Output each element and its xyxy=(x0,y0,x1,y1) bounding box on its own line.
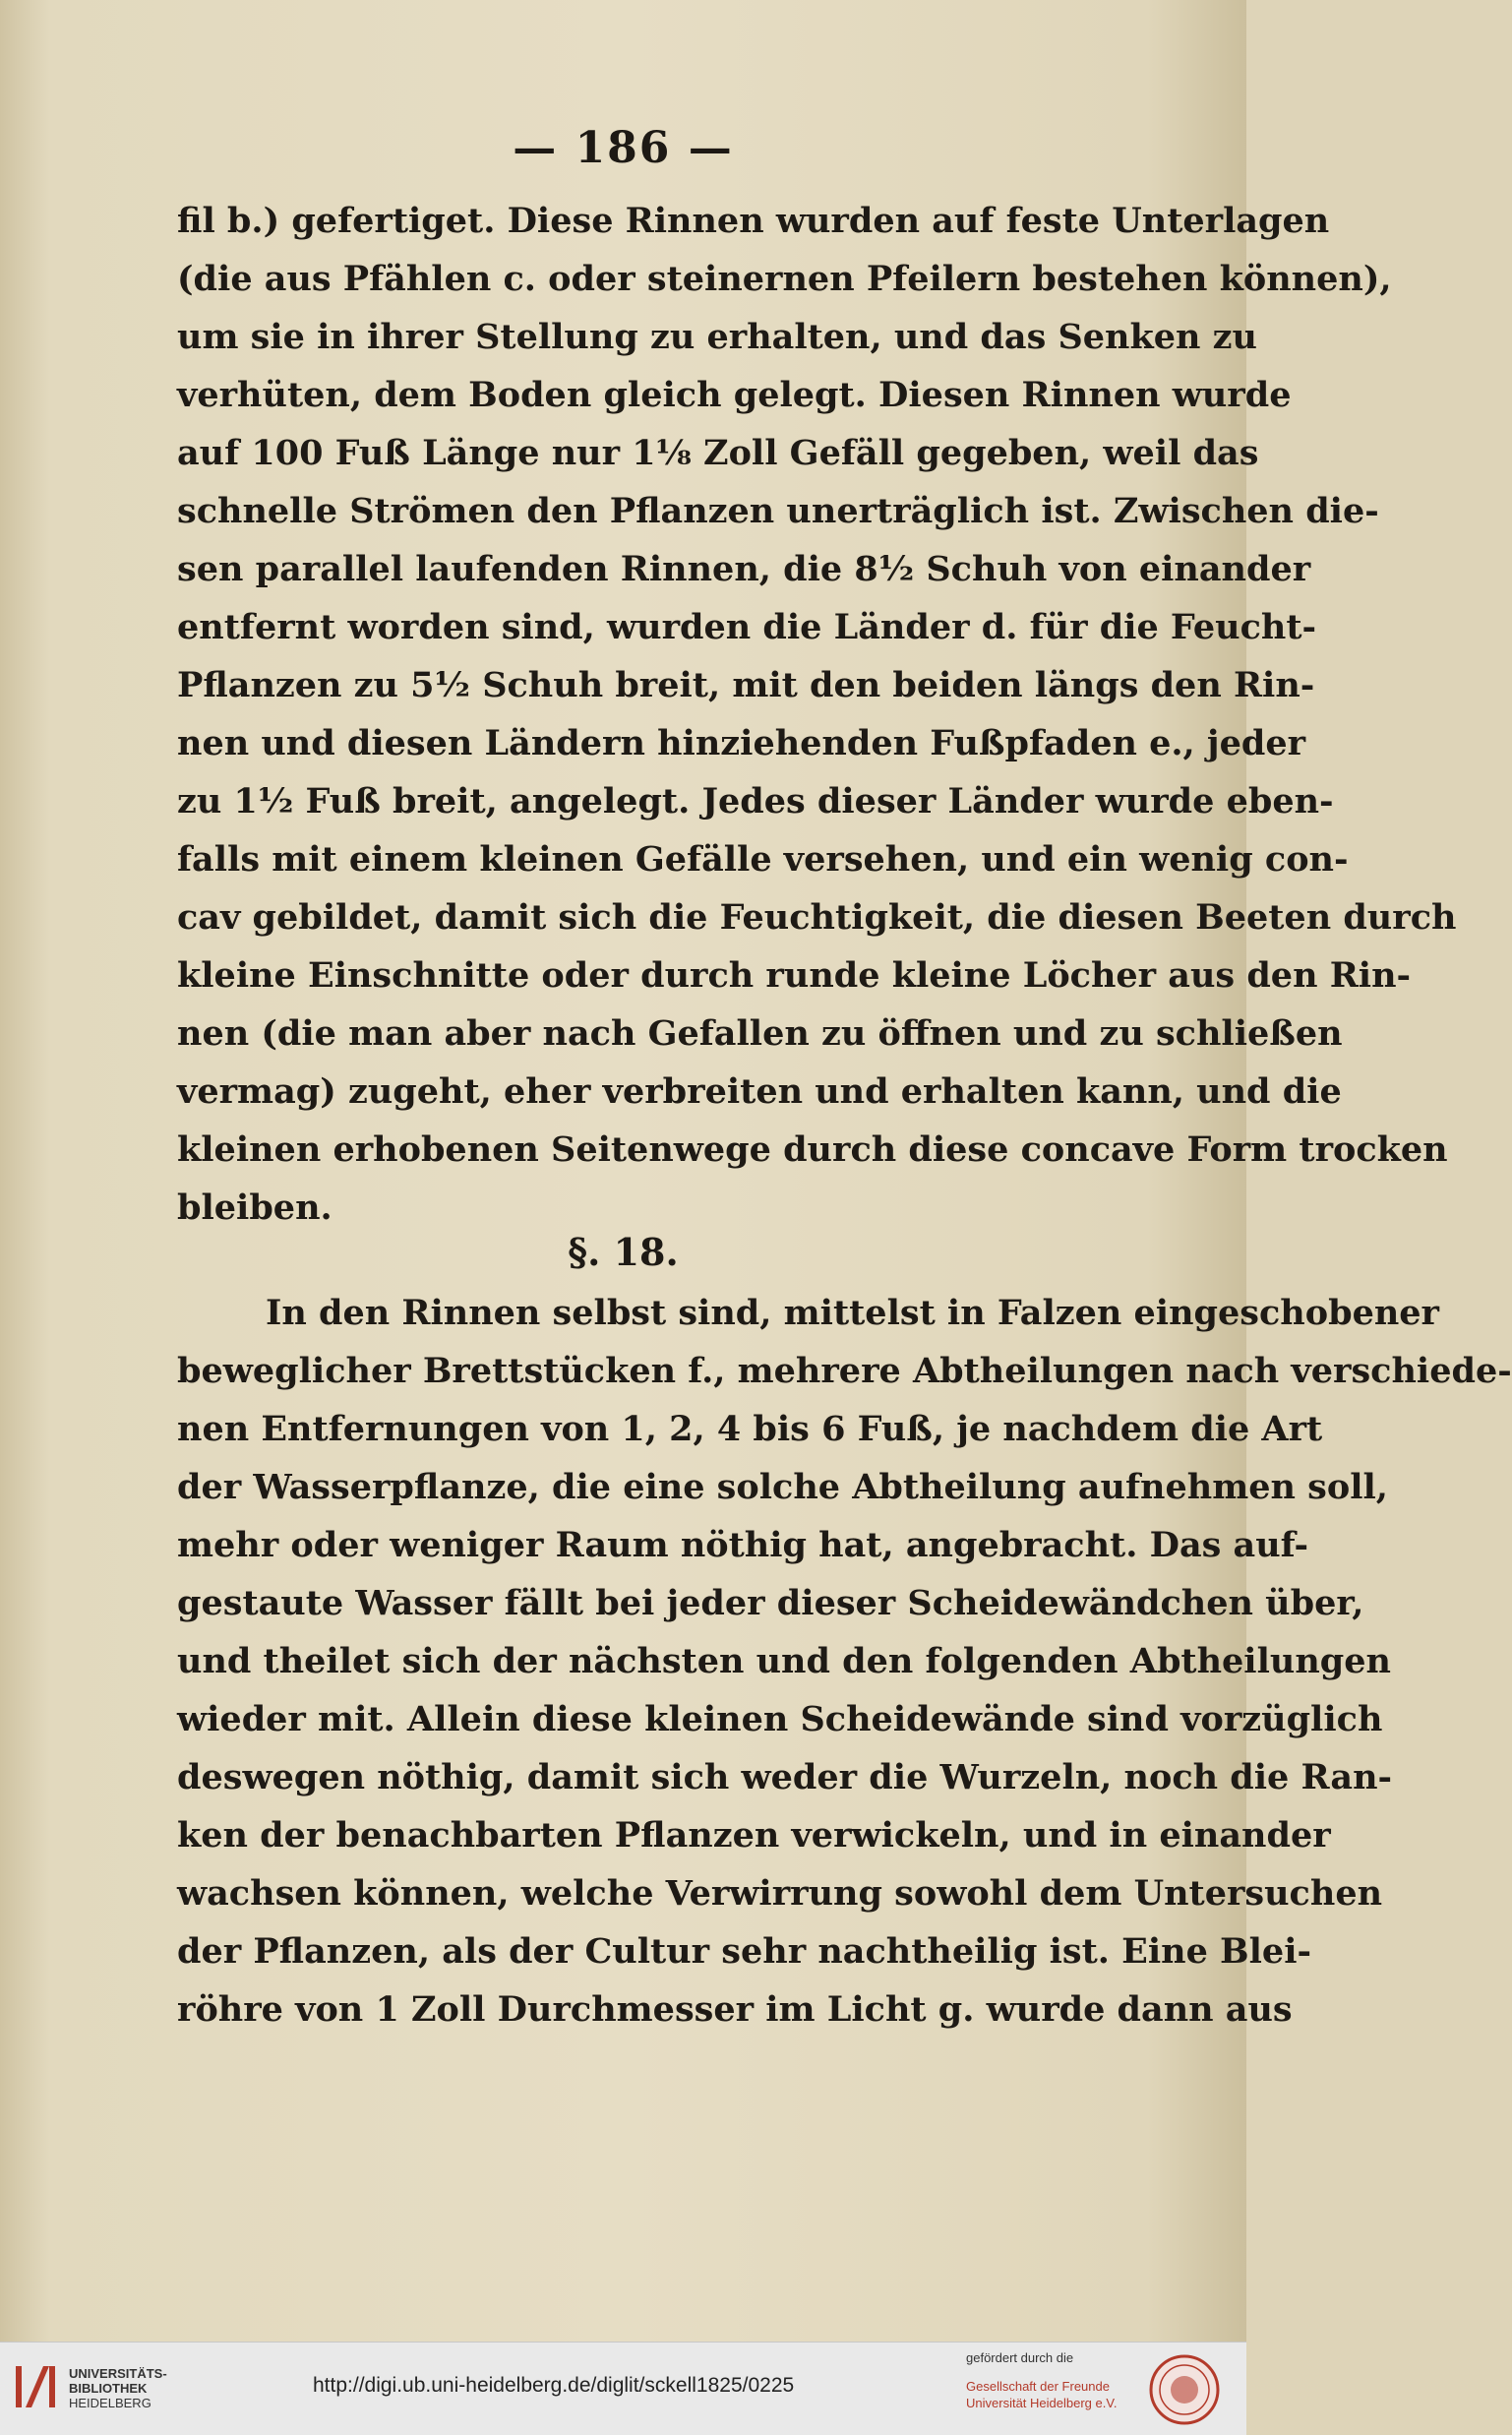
text-line: nen (die man aber nach Gefallen zu öffnen und zu schließen xyxy=(177,1013,1343,1054)
text-line: röhre von 1 Zoll Durchmesser im Licht g. wurde dann aus xyxy=(177,1989,1293,2030)
library-name-line2: BIBLIOTHEK xyxy=(69,2381,148,2396)
text-line: verhüten, dem Boden gleich gelegt. Diesen Rinnen wurde xyxy=(177,375,1292,415)
text-line: kleine Einschnitte oder durch runde kleine Löcher aus den Rin- xyxy=(177,955,1412,996)
sponsor-name xyxy=(966,2378,1117,2411)
section-heading: §. 18. xyxy=(568,1230,679,1274)
library-name-line3: HEIDELBERG xyxy=(69,2396,151,2410)
text-line: falls mit einem kleinen Gefälle versehen, und ein wenig con- xyxy=(177,839,1349,880)
society-seal-icon xyxy=(1149,2354,1220,2425)
page-number: — 186 — xyxy=(513,123,734,173)
text-line: cav gebildet, damit sich die Feuchtigkeit, die diesen Beeten durch xyxy=(177,897,1457,938)
library-name-line1: UNIVERSITÄTS- xyxy=(69,2366,167,2381)
text-line: schnelle Strömen den Pflanzen unerträglich ist. Zwischen die- xyxy=(177,491,1379,531)
text-line: zu 1½ Fuß breit, angelegt. Jedes dieser Länder wurde eben- xyxy=(177,781,1334,822)
text-line: beweglicher Brettstücken f., mehrere Abtheilungen nach verschiede- xyxy=(177,1351,1512,1391)
sponsor-name-line2: Universität Heidelberg e.V. xyxy=(966,2396,1118,2410)
text-line: gestaute Wasser fällt bei jeder dieser Scheidewändchen über, xyxy=(177,1583,1364,1623)
paragraph-2 xyxy=(177,1284,1512,2039)
text-line: bleiben. xyxy=(177,1187,333,1228)
text-line: sen parallel laufenden Rinnen, die 8½ Schuh von einander xyxy=(177,549,1311,589)
text-line: und theilet sich der nächsten und den folgenden Abtheilungen xyxy=(177,1641,1391,1681)
text-line: mehr oder weniger Raum nöthig hat, angebracht. Das auf- xyxy=(177,1525,1308,1565)
text-line: entfernt worden sind, wurden die Länder d. für die Feucht- xyxy=(177,607,1317,647)
library-name xyxy=(69,2366,167,2410)
paragraph-1 xyxy=(177,192,1457,1237)
library-logo-icon xyxy=(14,2362,57,2411)
text-line: fil b.) gefertiget. Diese Rinnen wurden auf feste Unterlagen xyxy=(177,201,1330,241)
text-line: deswegen nöthig, damit sich weder die Wurzeln, noch die Ran- xyxy=(177,1757,1393,1797)
text-line: nen und diesen Ländern hinziehenden Fußpfaden e., jeder xyxy=(177,723,1306,763)
permalink-url[interactable]: http://digi.ub.uni-heidelberg.de/diglit/sckell1825/0225 xyxy=(313,2374,795,2397)
text-line: nen Entfernungen von 1, 2, 4 bis 6 Fuß, je nachdem die Art xyxy=(177,1409,1323,1449)
text-line: (die aus Pfählen c. oder steinernen Pfeilern bestehen können), xyxy=(177,259,1392,299)
text-line: In den Rinnen selbst sind, mittelst in Falzen eingeschobener xyxy=(266,1293,1439,1333)
text-line: um sie in ihrer Stellung zu erhalten, und das Senken zu xyxy=(177,317,1257,357)
sponsor-note: gefördert durch die xyxy=(966,2350,1074,2365)
text-line: wieder mit. Allein diese kleinen Scheidewände sind vorzüglich xyxy=(177,1699,1383,1739)
text-line: der Wasserpflanze, die eine solche Abtheilung aufnehmen soll, xyxy=(177,1467,1388,1507)
text-line: kleinen erhobenen Seitenwege durch diese concave Form trocken xyxy=(177,1129,1448,1170)
text-line: ken der benachbarten Pflanzen verwickeln, und in einander xyxy=(177,1815,1331,1856)
text-line: vermag) zugeht, eher verbreiten und erhalten kann, und die xyxy=(177,1071,1342,1112)
sponsor-name-line1: Gesellschaft der Freunde xyxy=(966,2379,1110,2394)
text-line: der Pflanzen, als der Cultur sehr nachtheilig ist. Eine Blei- xyxy=(177,1931,1312,1972)
text-line: wachsen können, welche Verwirrung sowohl dem Untersuchen xyxy=(177,1873,1383,1914)
footer-bar xyxy=(0,2342,1246,2435)
text-line: auf 100 Fuß Länge nur 1⅛ Zoll Gefäll gegeben, weil das xyxy=(177,433,1259,473)
text-line: Pflanzen zu 5½ Schuh breit, mit den beiden längs den Rin- xyxy=(177,665,1315,705)
